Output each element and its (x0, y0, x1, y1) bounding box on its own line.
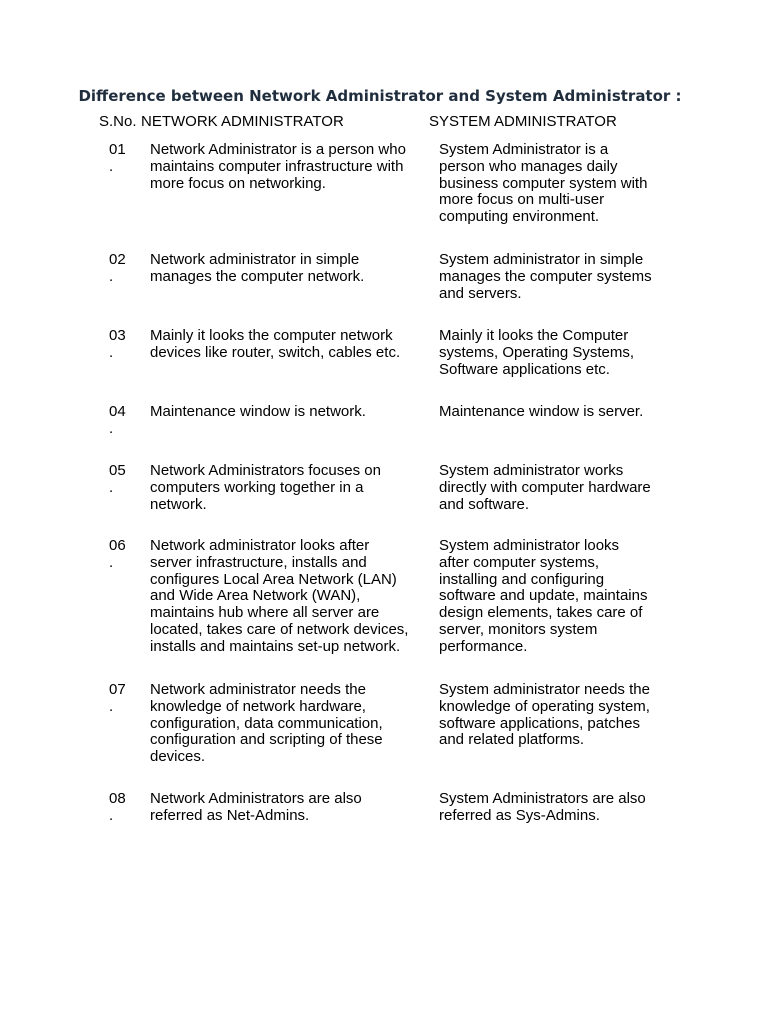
network-admin-cell: Network administrator in simple manages the computer network. (150, 251, 365, 285)
system-admin-cell: Maintenance window is server. (439, 403, 644, 420)
system-admin-cell: Mainly it looks the Computer systems, Operating Systems, Software applications etc. (439, 327, 635, 378)
row-number: 05 . (109, 462, 126, 496)
network-admin-cell: Mainly it looks the computer network devices like router, switch, cables etc. (150, 327, 401, 361)
network-admin-cell: Network Administrators focuses on computers working together in a network. (150, 462, 381, 513)
network-admin-cell: Network administrator needs the knowledge of network hardware, configuration, data communication, configuration and scripting of these devices. (150, 681, 383, 766)
row-number: 01 . (109, 141, 126, 175)
row-number: 07 . (109, 681, 126, 715)
system-admin-cell: System administrator looks after computer systems, installing and configuring software and update, maintains design elements, takes care of server, monitors system performance. (439, 537, 648, 655)
column-header-sno: S.No. (99, 113, 137, 130)
system-admin-cell: System Administrator is a person who manages daily business computer system with more focus on multi-user computing environment. (439, 141, 648, 226)
system-admin-cell: System administrator needs the knowledge of operating system, software applications, patches and related platforms. (439, 681, 650, 749)
system-admin-cell: System administrator works directly with computer hardware and software. (439, 462, 651, 513)
system-admin-cell: System administrator in simple manages the computer systems and servers. (439, 251, 652, 302)
system-admin-cell: System Administrators are also referred as Sys-Admins. (439, 790, 646, 824)
column-header-system-administrator: SYSTEM ADMINISTRATOR (429, 113, 617, 130)
row-number: 03 . (109, 327, 126, 361)
network-admin-cell: Network administrator looks after server infrastructure, installs and configures Local Area Network (LAN) and Wide Area Network (WAN), maintains hub where all server are located, takes care of network devices, installs and maintains set-up network. (150, 537, 409, 655)
row-number: 04 . (109, 403, 126, 437)
network-admin-cell: Network Administrator is a person who maintains computer infrastructure with more focus on networking. (150, 141, 406, 192)
row-number: 02 . (109, 251, 126, 285)
network-admin-cell: Maintenance window is network. (150, 403, 366, 420)
network-admin-cell: Network Administrators are also referred as Net-Admins. (150, 790, 362, 824)
row-number: 06 . (109, 537, 126, 571)
row-number: 08 . (109, 790, 126, 824)
column-header-network-administrator: NETWORK ADMINISTRATOR (141, 113, 344, 130)
document-title: Difference between Network Administrator and System Administrator : (78, 87, 682, 105)
